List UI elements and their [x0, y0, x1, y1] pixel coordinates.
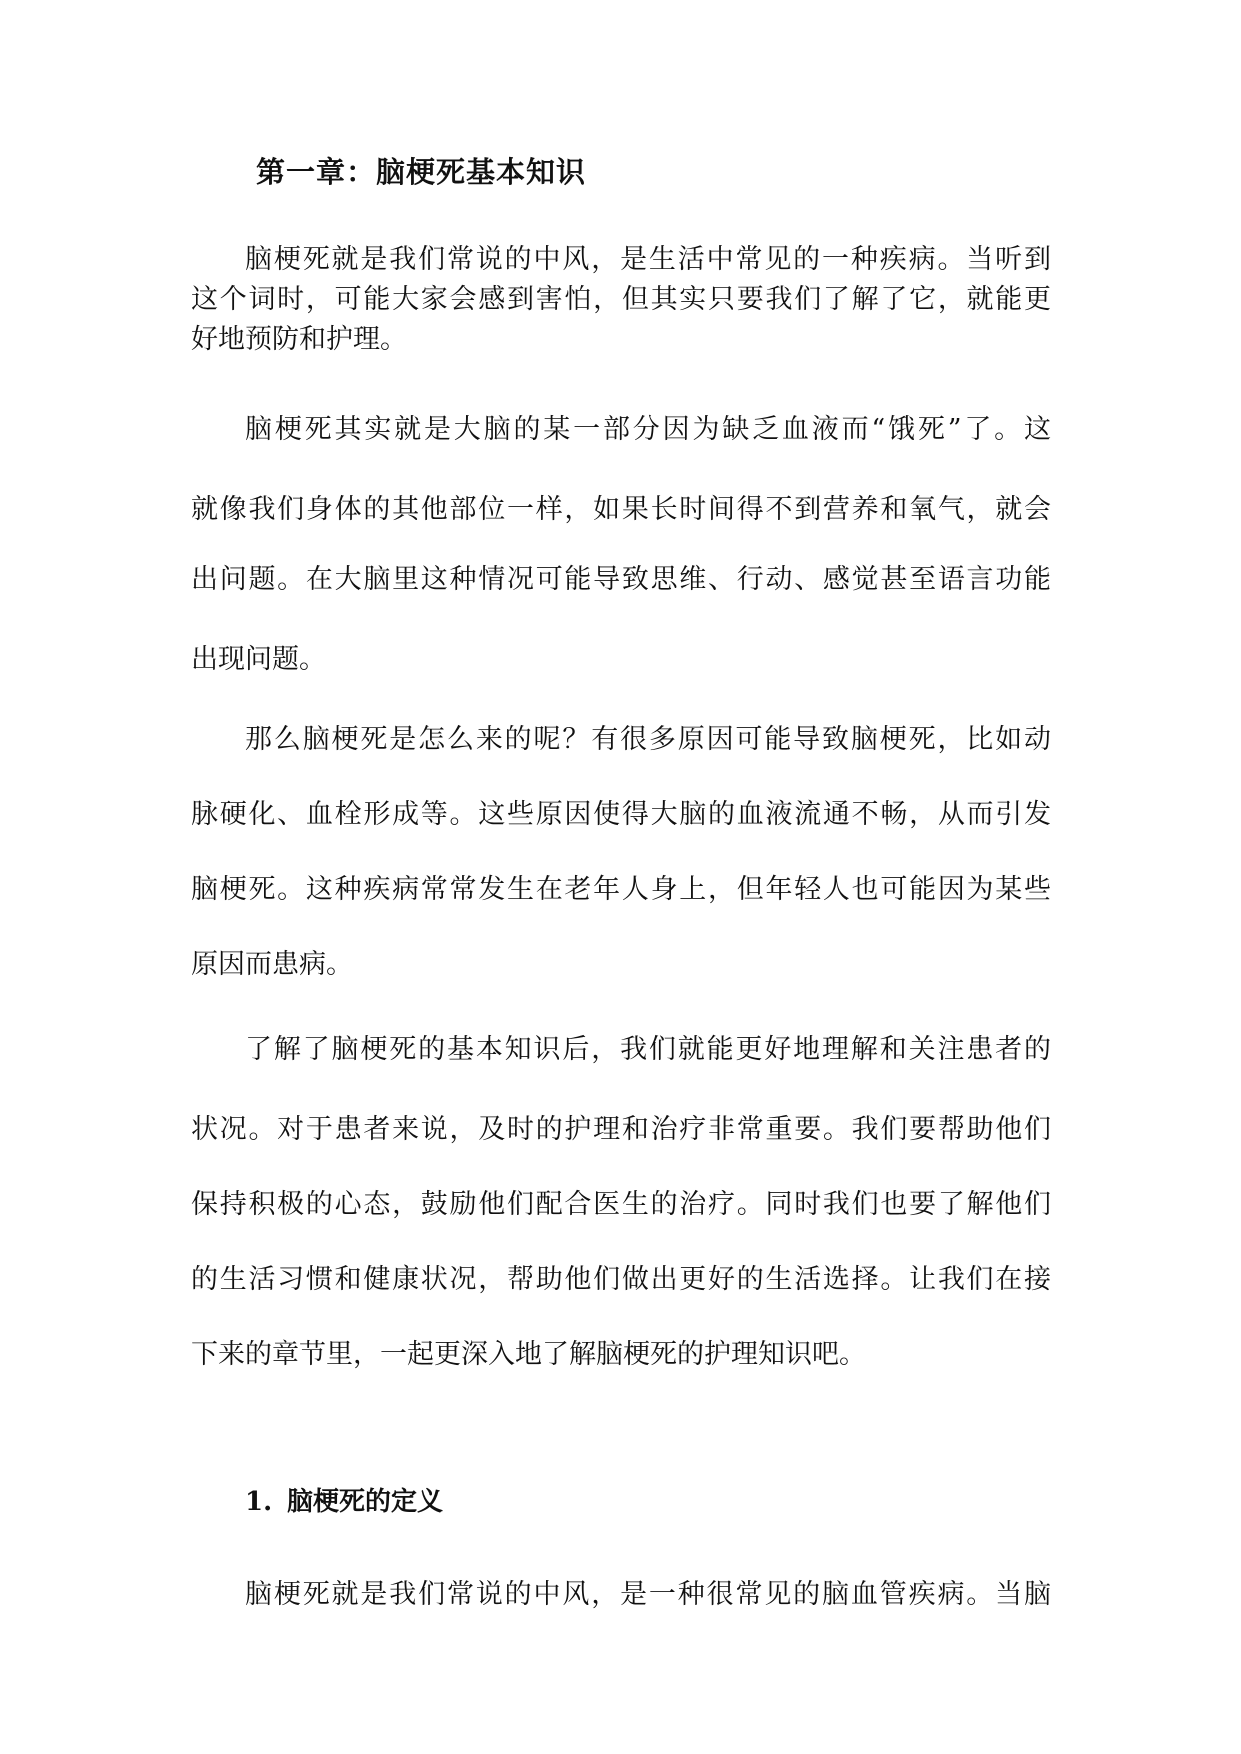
paragraph-4-line-1: 了解了脑梗死的基本知识后，我们就能更好地理解和关注患者的: [245, 1034, 1051, 1065]
chapter-title: 第一章：脑梗死基本知识: [256, 155, 587, 189]
paragraph-1-line-2: 这个词时，可能大家会感到害怕，但其实只要我们了解了它，就能更: [191, 284, 1051, 315]
section-paragraph-line-1: 脑梗死就是我们常说的中风，是一种很常见的脑血管疾病。当脑: [245, 1579, 1051, 1610]
paragraph-3-line-1: 那么脑梗死是怎么来的呢？有很多原因可能导致脑梗死，比如动: [245, 724, 1051, 755]
paragraph-4-line-4: 的生活习惯和健康状况，帮助他们做出更好的生活选择。让我们在接: [191, 1264, 1051, 1295]
paragraph-2-line-1: 脑梗死其实就是大脑的某一部分因为缺乏血液而“饿死”了。这: [245, 414, 1051, 445]
paragraph-3-line-2: 脉硬化、血栓形成等。这些原因使得大脑的血液流通不畅，从而引发: [191, 799, 1051, 830]
section-heading: [245, 1482, 443, 1522]
paragraph-3-line-4: 原因而患病。: [191, 949, 353, 980]
paragraph-4-line-3: 保持积极的心态，鼓励他们配合医生的治疗。同时我们也要了解他们: [191, 1189, 1051, 1220]
section-title-text: 脑梗死的定义: [287, 1487, 444, 1517]
paragraph-2-line-3: 出问题。在大脑里这种情况可能导致思维、行动、感觉甚至语言功能: [191, 564, 1051, 595]
section-number: 1.: [245, 1487, 273, 1517]
paragraph-4-line-2: 状况。对于患者来说，及时的护理和治疗非常重要。我们要帮助他们: [191, 1114, 1051, 1145]
paragraph-4-line-5: 下来的章节里，一起更深入地了解脑梗死的护理知识吧。: [191, 1339, 866, 1370]
paragraph-1-line-1: 脑梗死就是我们常说的中风，是生活中常见的一种疾病。当听到: [245, 244, 1051, 275]
paragraph-2-line-2: 就像我们身体的其他部位一样，如果长时间得不到营养和氧气，就会: [191, 494, 1051, 525]
paragraph-1-line-3: 好地预防和护理。: [191, 324, 407, 355]
paragraph-2-line-4: 出现问题。: [191, 644, 326, 675]
paragraph-3-line-3: 脑梗死。这种疾病常常发生在老年人身上，但年轻人也可能因为某些: [191, 874, 1051, 905]
